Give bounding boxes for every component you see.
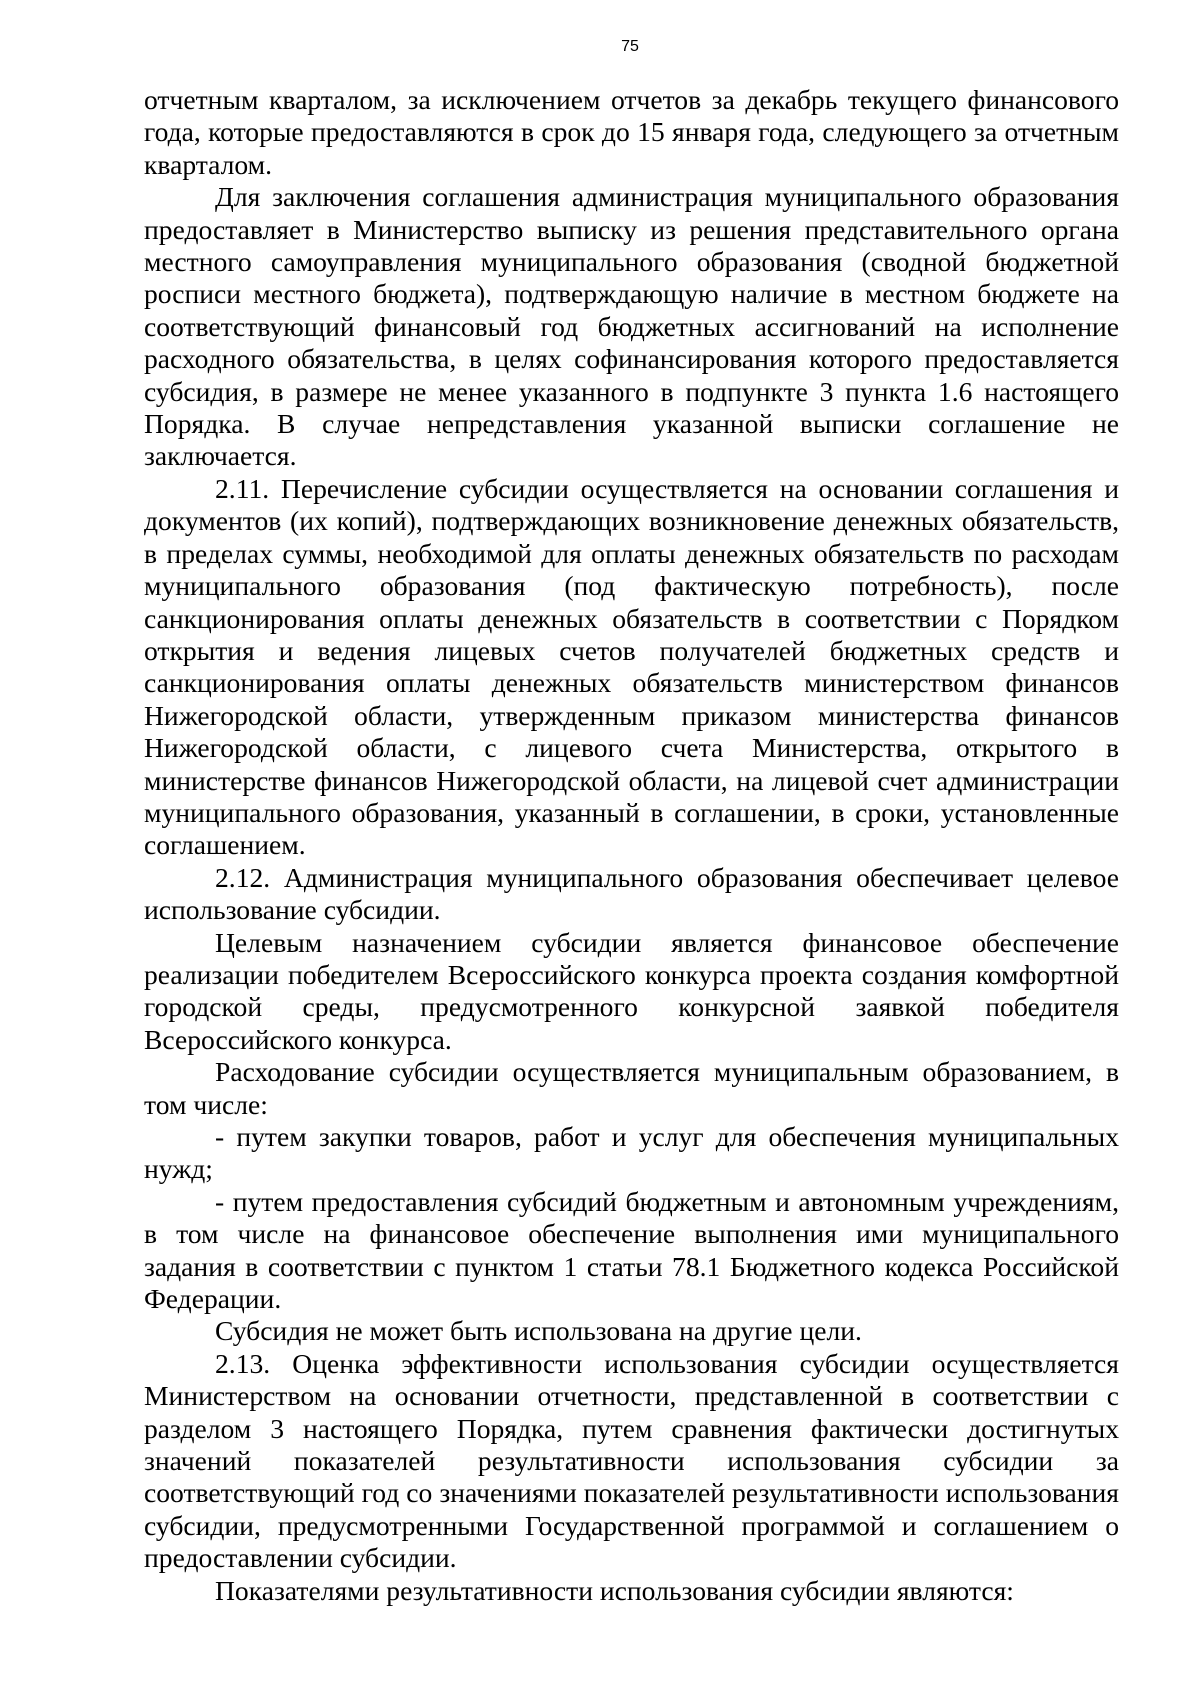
- list-item-subsidies: - путем предоставления субсидий бюджетным и автономным учреждениям, в том числе на финансовое обеспечение выполнения ими муниципального задания в соответствии с пунктом 1 статьи 78.1 Бюджетного кодекса Российской Федерации.: [144, 1185, 1119, 1315]
- paragraph-indicators: Показателями результативности использования субсидии являются:: [215, 1574, 1014, 1606]
- paragraph-2-13: 2.13. Оценка эффективности использования субсидии осуществляется Министерством на основании отчетности, представленной в соответствии с разделом 3 настоящего Порядка, путем сравнения фактически достигнутых значений показателей результативности использования субсидии за соответствующий год со значениями показателей результативности использования субсидии, предусмотренными Государственной программой и соглашением о предоставлении субсидии.: [144, 1347, 1119, 1574]
- list-item-procurement: - путем закупки товаров, работ и услуг для обеспечения муниципальных нужд;: [144, 1121, 1119, 1185]
- paragraph-target-purpose: Целевым назначением субсидии является финансовое обеспечение реализации победителем Всероссийского конкурса проекта создания комфортной городской среды, предусмотренного конкурсной заявкой победителя Всероссийского конкурса.: [144, 926, 1119, 1055]
- paragraph-2-11: 2.11. Перечисление субсидии осуществляется на основании соглашения и документов (их копий), подтверждающих возникновение денежных обязательств, в пределах суммы, необходимой для оплаты денежных обязательств по расходам муниципального образования (под фактическую потребность), после санкционирования оплаты денежных обязательств в соответствии с Порядком открытия и ведения лицевых счетов получателей бюджетных средств и санкционирования оплаты денежных обязательств министерством финансов Нижегородской области, утвержденным приказом министерства финансов Нижегородской области, с лицевого счета Министерства, открытого в министерстве финансов Нижегородской области, на лицевой счет администрации муниципального образования, указанный в соглашении, в сроки, установленные соглашением.: [144, 472, 1119, 861]
- document-body: [144, 84, 1119, 1607]
- page-number: 75: [621, 38, 639, 55]
- paragraph-continuation: отчетным кварталом, за исключением отчетов за декабрь текущего финансового года, которые предоставляются в срок до 15 января года, следующего за отчетным кварталом.: [144, 84, 1119, 180]
- paragraph-spending: Расходование субсидии осуществляется муниципальным образованием, в том числе:: [144, 1056, 1119, 1120]
- paragraph-2-12: 2.12. Администрация муниципального образования обеспечивает целевое использование субсидии.: [144, 861, 1119, 926]
- paragraph-agreement-statement: Для заключения соглашения администрация муниципального образования предоставляет в Министерство выписку из решения представительного органа местного самоуправления муниципального образования (сводной бюджетной росписи местного бюджета), подтверждающую наличие в местном бюджете на соответствующий финансовый год бюджетных ассигнований на исполнение расходного обязательства, в целях софинансирования которого предоставляется субсидия, в размере не менее указанного в подпункте 3 пункта 1.6 настоящего Порядка. В случае непредставления указанной выписки соглашение не заключается.: [144, 181, 1119, 472]
- paragraph-no-other-purposes: Субсидия не может быть использована на другие цели.: [215, 1315, 862, 1347]
